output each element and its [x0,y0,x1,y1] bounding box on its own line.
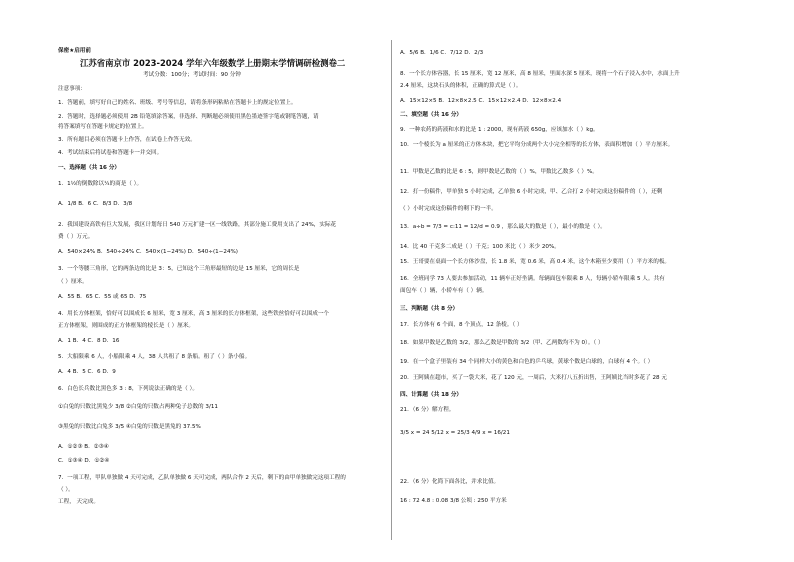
section-2-heading: 二、填空题（共 16 分） [400,112,463,118]
q21-equations: 3/5 x = 24 5/12 x = 25/3 4/9 x = 16/21 [400,430,510,436]
q13: 13．a÷b = 7/3 = c:11 = 12/d = 0.9 ，那么最大的数是（ ），最小的数是（ ）。 [400,224,606,230]
exam-info: 考试分数：100分；考试时间：90 分钟 [143,72,241,78]
q19: 19．在一个盒子里装有 34 个同样大小的黄色和白色的乒乓球，黄球个数是白球的，白球有 4 个。（ ） [400,359,654,365]
q15: 15．王哥要在桌面一个长方体沙盘，长 1.8 米，宽 0.6 米，高 0.4 米，这个木箱至少要用（ ）平方米的板。 [400,259,671,265]
q22-ratios: 16 : 72 4.8 : 0.08 3/8 公顷 : 250 平方米 [400,498,507,504]
q4-options: A．1 B．4 C．8 D．16 [58,338,120,344]
note-3: 3．所有题目必须在答题卡上作答，在试卷上作答无效。 [58,137,196,143]
q21-stem: 21．（6 分）解方程。 [400,407,455,413]
q12: 12．打一份稿件，甲单独 5 小时完成，乙单独 6 小时完成，甲、乙合打 2 小时完成这份稿件的（ ），还剩 [400,189,663,195]
section-4-heading: 四、计算题（共 18 分） [400,392,463,398]
q16-cont: 面包车（ ）辆，小轿车有（ ）辆。 [400,288,488,294]
q4-stem-cont: 正方体框架，则围成的正方体框架的棱长是（ ）厘米。 [58,323,195,329]
column-divider [391,40,392,540]
exam-title: 江苏省南京市 2023-2024 学年六年级数学上册期末学情调研检测卷二 [80,58,346,68]
q1-stem: 1．1½的倒数除以¼的商是（ ）。 [58,181,143,187]
q17: 17．长方体有 6 个面，8 个顶点，12 条棱。（ ） [400,322,523,328]
q9: 9．一种农药的药液和水的比是 1 : 2000，现有药液 650g，应该加水（ ）kg。 [400,127,599,133]
q7-stem-cont: （ ）。 [58,487,74,493]
q2-stem: 2．我国建设高铁有巨大发展，我区计划每日 540 万元扩建一区一线铁路，其部分施工费用支出了 24%，实际花 [58,222,337,228]
q11: 11．甲数是乙数的比是 6 : 5，则甲数是乙数的（ ）%，甲数比乙数多（ ）%。 [400,169,598,175]
q7-stem-tail: 工程， 天完成。 [58,499,99,505]
q2-options: A．540×24% B．540÷24% C．540×(1−24%) D．540÷(1−24%) [58,249,238,255]
q1-options: A．1/8 B．6 C．8/3 D．3/8 [58,201,133,207]
section-3-heading: 三、判断题（共 8 分） [400,306,459,312]
q7-options: A．5/6 B．1/6 C．7/12 D．2/3 [400,50,484,56]
note-4: 4．考试结束后将试卷和答题卡一并交回。 [58,150,163,156]
section-1-heading: 一、选择题（共 16 分） [58,165,121,171]
q3-stem-cont: （ ）厘米。 [58,279,88,285]
q6-statements-a: ①白兔的只数比黑兔少 3/8 ②白兔的只数占两种兔子总数的 3/11 [58,404,218,410]
q22-stem: 22．（6 分）化简下面各比，并求比值。 [400,479,500,485]
q7-stem: 7．一项工程，甲队单独做 4 天可完成，乙队单独做 6 天可完成，两队合作 2 天后，剩下的由甲单独做完这项工程的 [58,475,346,481]
q6-statements-b: ③黑兔的只数比白兔多 3/5 ④白兔的只数是黑兔的 37.5% [58,424,201,430]
notes-heading: 注意事项： [58,86,86,92]
q20: 20．王阿姨在超市，买了一袋大米，花了 120 元，一周后，大米打八五折出售，王阿姨比当时多花了 28 元 [400,375,667,381]
q3-options: A．55 B．65 C．55 或 65 D．75 [58,294,147,300]
q6-options-b: C．①③④ D．①②④ [58,458,110,464]
note-2-cont: 将答案填写在答题卡规定的位置上。 [58,124,148,130]
q4-stem: 4．用长方体框架，恰好可以围成长 6 厘米，宽 3 厘米，高 3 厘米的长方体框架，这些铁丝恰好可以围成一个 [58,311,330,317]
q2-stem-cont: 费（ ）万元。 [58,234,94,240]
q6-stem: 6．白色长兵数比黑色多 3 : 8，下列说法正确的是（ ）。 [58,386,198,392]
q5-stem: 5．大船限乘 6 人，小船限乘 4 人，38 人共租了 8 条船。租了（ ）条小船。 [58,354,251,360]
q6-options-a: A．①②③ B．②③④ [58,444,109,450]
q8-options: A．15×12×5 B．12×8×2.5 C．15×12×2.4 D．12×8×2.4 [400,98,562,104]
q18: 18．如果甲数是乙数的 3/2，那么乙数是甲数的 3/2（甲、乙两数均不为 0）。（ ） [400,340,604,346]
q3-stem: 3．一个等腰三角形，它的两条边的比是 3：5，已知这个三角形最短的边是 15 厘米，它的周长是 [58,266,300,272]
note-1: 1．答题前，填写好自己的姓名、班级、考号等信息，请将条形码粘贴在答题卡上的规定位置上。 [58,100,297,106]
secret-label: 保密★启用前 [58,48,91,54]
q14: 14．比 40 千克多二成是（ ）千克；100 米比（ ）米少 20%。 [400,244,560,250]
q8-stem-cont: 2.4 厘米，这块石头的体积，正确的算式是（ ）。 [400,83,522,89]
q16: 16．全班同学 73 人要去参加活动，11 辆车正好坐满。每辆面包车限乘 8 人，每辆小轿车限乘 5 人。共有 [400,276,665,282]
q8-stem: 8．一个长方体容器，长 15 厘米，宽 12 厘米，高 8 厘米，里面水深 5 厘米，现将一个石子浸入水中，水面上升 [400,71,680,77]
note-2: 2．答题时，选择题必须使用 2B 铅笔填涂答案，非选择、判断题必须使用黑色墨迹签字笔或钢笔答题，请 [58,114,319,120]
q10: 10．一个棱长为 a 厘米的正方体木块，把它平均分成两个大小完全相等的长方体，表面积增加（ ）平方厘米。 [400,142,674,148]
q12-cont: （ ）小时完成这份稿件的剩下的一半。 [400,206,497,212]
q5-options: A．4 B．5 C．6 D．9 [58,369,116,375]
